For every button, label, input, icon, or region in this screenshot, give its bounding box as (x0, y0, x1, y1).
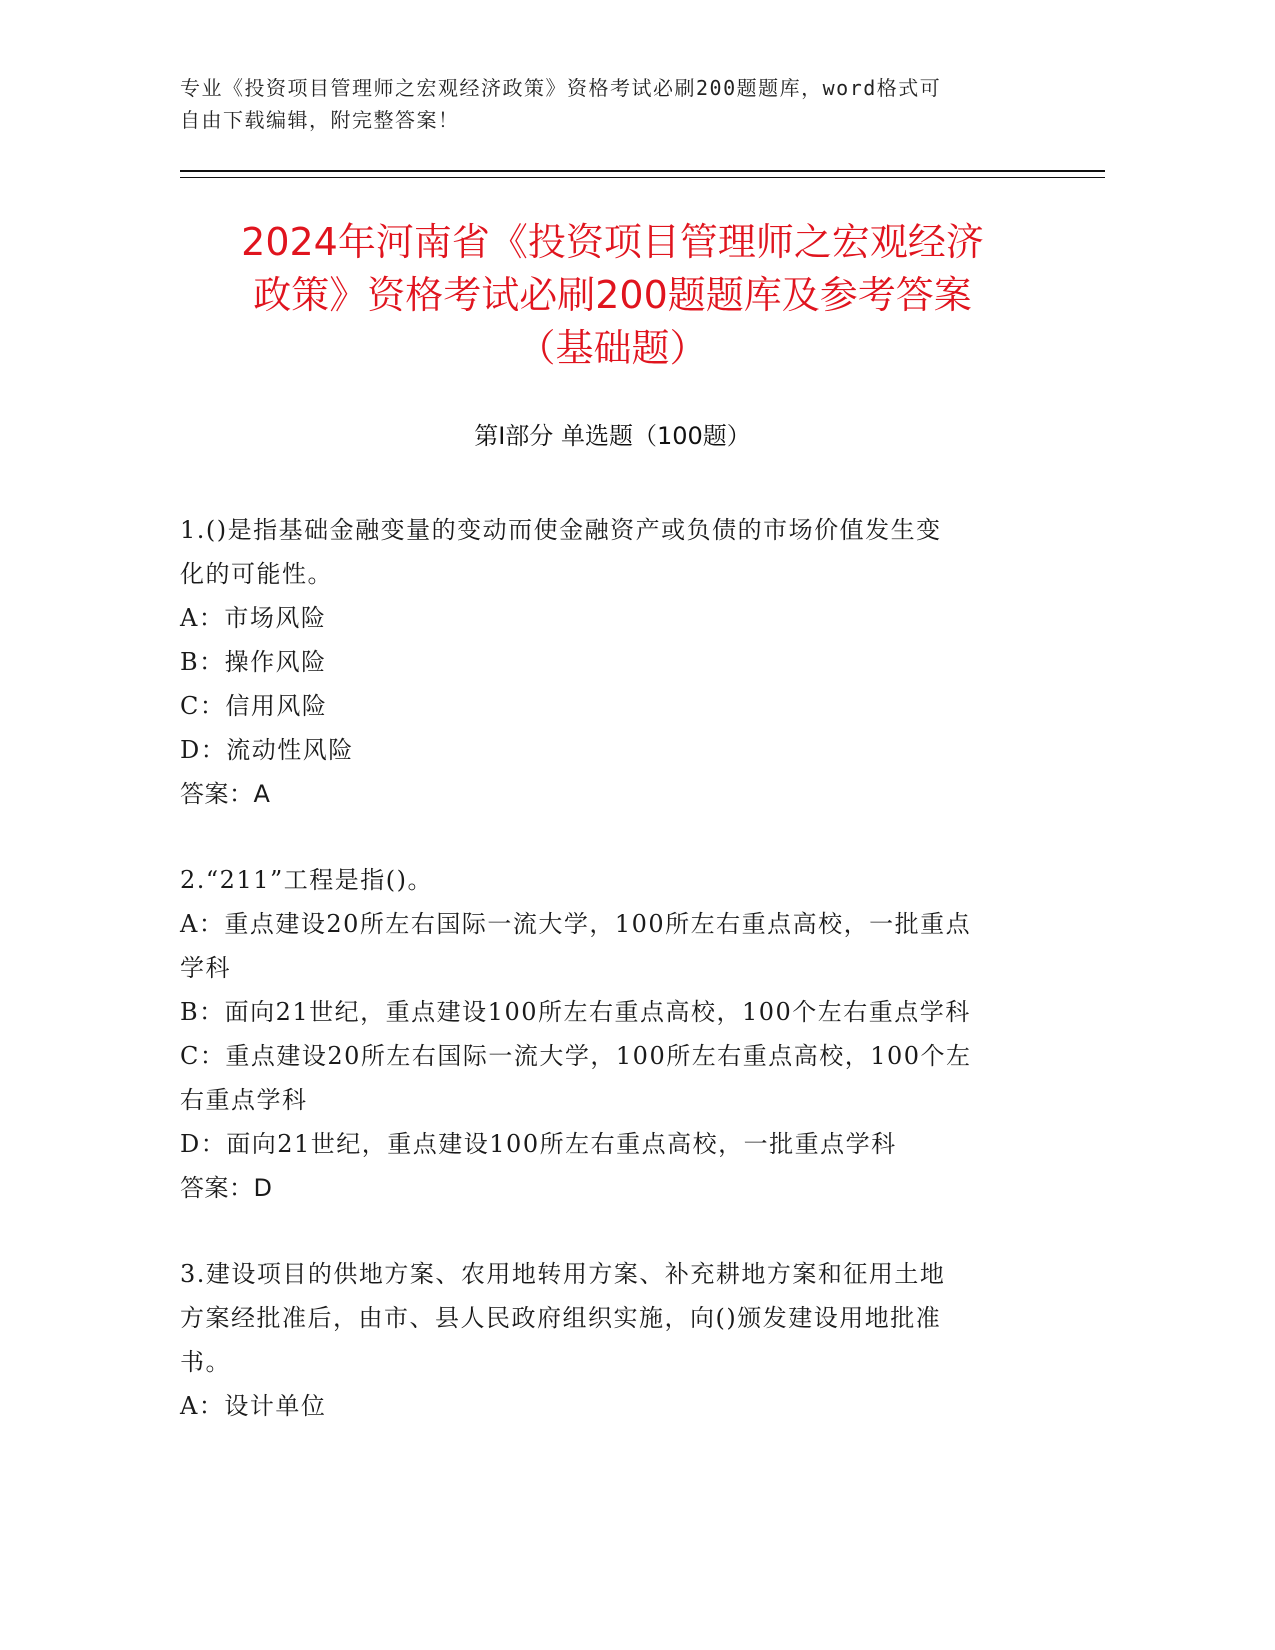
question-2 (180, 858, 1040, 1210)
section-heading: 第Ⅰ部分 单选题（100题） (474, 422, 751, 450)
header-line-2: 自由下载编辑，附完整答案！ (180, 108, 460, 132)
question-stem: 书。 (180, 1348, 231, 1376)
question-stem: 1.()是指基础金融变量的变动而使金融资产或负债的市场价值发生变 (180, 516, 942, 544)
option-b: B：面向21世纪，重点建设100所左右重点高校，100个左右重点学科 (180, 998, 971, 1026)
option-a: A：重点建设20所左右国际一流大学，100所左右重点高校，一批重点 (180, 910, 972, 938)
question-stem: 化的可能性。 (180, 560, 333, 588)
option-c-continued: 右重点学科 (180, 1086, 308, 1114)
header-divider-thin (180, 177, 1105, 178)
answer: 答案：A (180, 780, 271, 808)
header-divider-thick (180, 170, 1105, 172)
answer: 答案：D (180, 1174, 273, 1202)
header-line-1: 专业《投资项目管理师之宏观经济政策》资格考试必刷200题题库，word格式可 (180, 76, 942, 100)
option-a-continued: 学科 (180, 954, 231, 982)
question-1 (180, 508, 1040, 816)
title-line-1: 2024年河南省《投资项目管理师之宏观经济 (241, 220, 984, 264)
option-a: A：市场风险 (180, 604, 327, 632)
document-header (180, 72, 1060, 136)
document-title (150, 216, 1075, 375)
option-b: B：操作风险 (180, 648, 327, 676)
title-line-2: 政策》资格考试必刷200题题库及参考答案 (253, 273, 972, 317)
option-d: D：面向21世纪，重点建设100所左右重点高校，一批重点学科 (180, 1130, 897, 1158)
option-a: A：设计单位 (180, 1392, 327, 1420)
option-d: D：流动性风险 (180, 736, 354, 764)
option-c: C：信用风险 (180, 692, 328, 720)
question-stem: 方案经批准后，由市、县人民政府组织实施，向()颁发建设用地批准 (180, 1304, 942, 1332)
question-3 (180, 1252, 1040, 1428)
question-list (180, 508, 1040, 1470)
title-line-3: （基础题） (517, 326, 708, 370)
question-stem: 2.“211”工程是指()。 (180, 866, 433, 894)
option-c: C：重点建设20所左右国际一流大学，100所左右重点高校，100个左 (180, 1042, 972, 1070)
question-stem: 3.建设项目的供地方案、农用地转用方案、补充耕地方案和征用土地 (180, 1260, 946, 1288)
